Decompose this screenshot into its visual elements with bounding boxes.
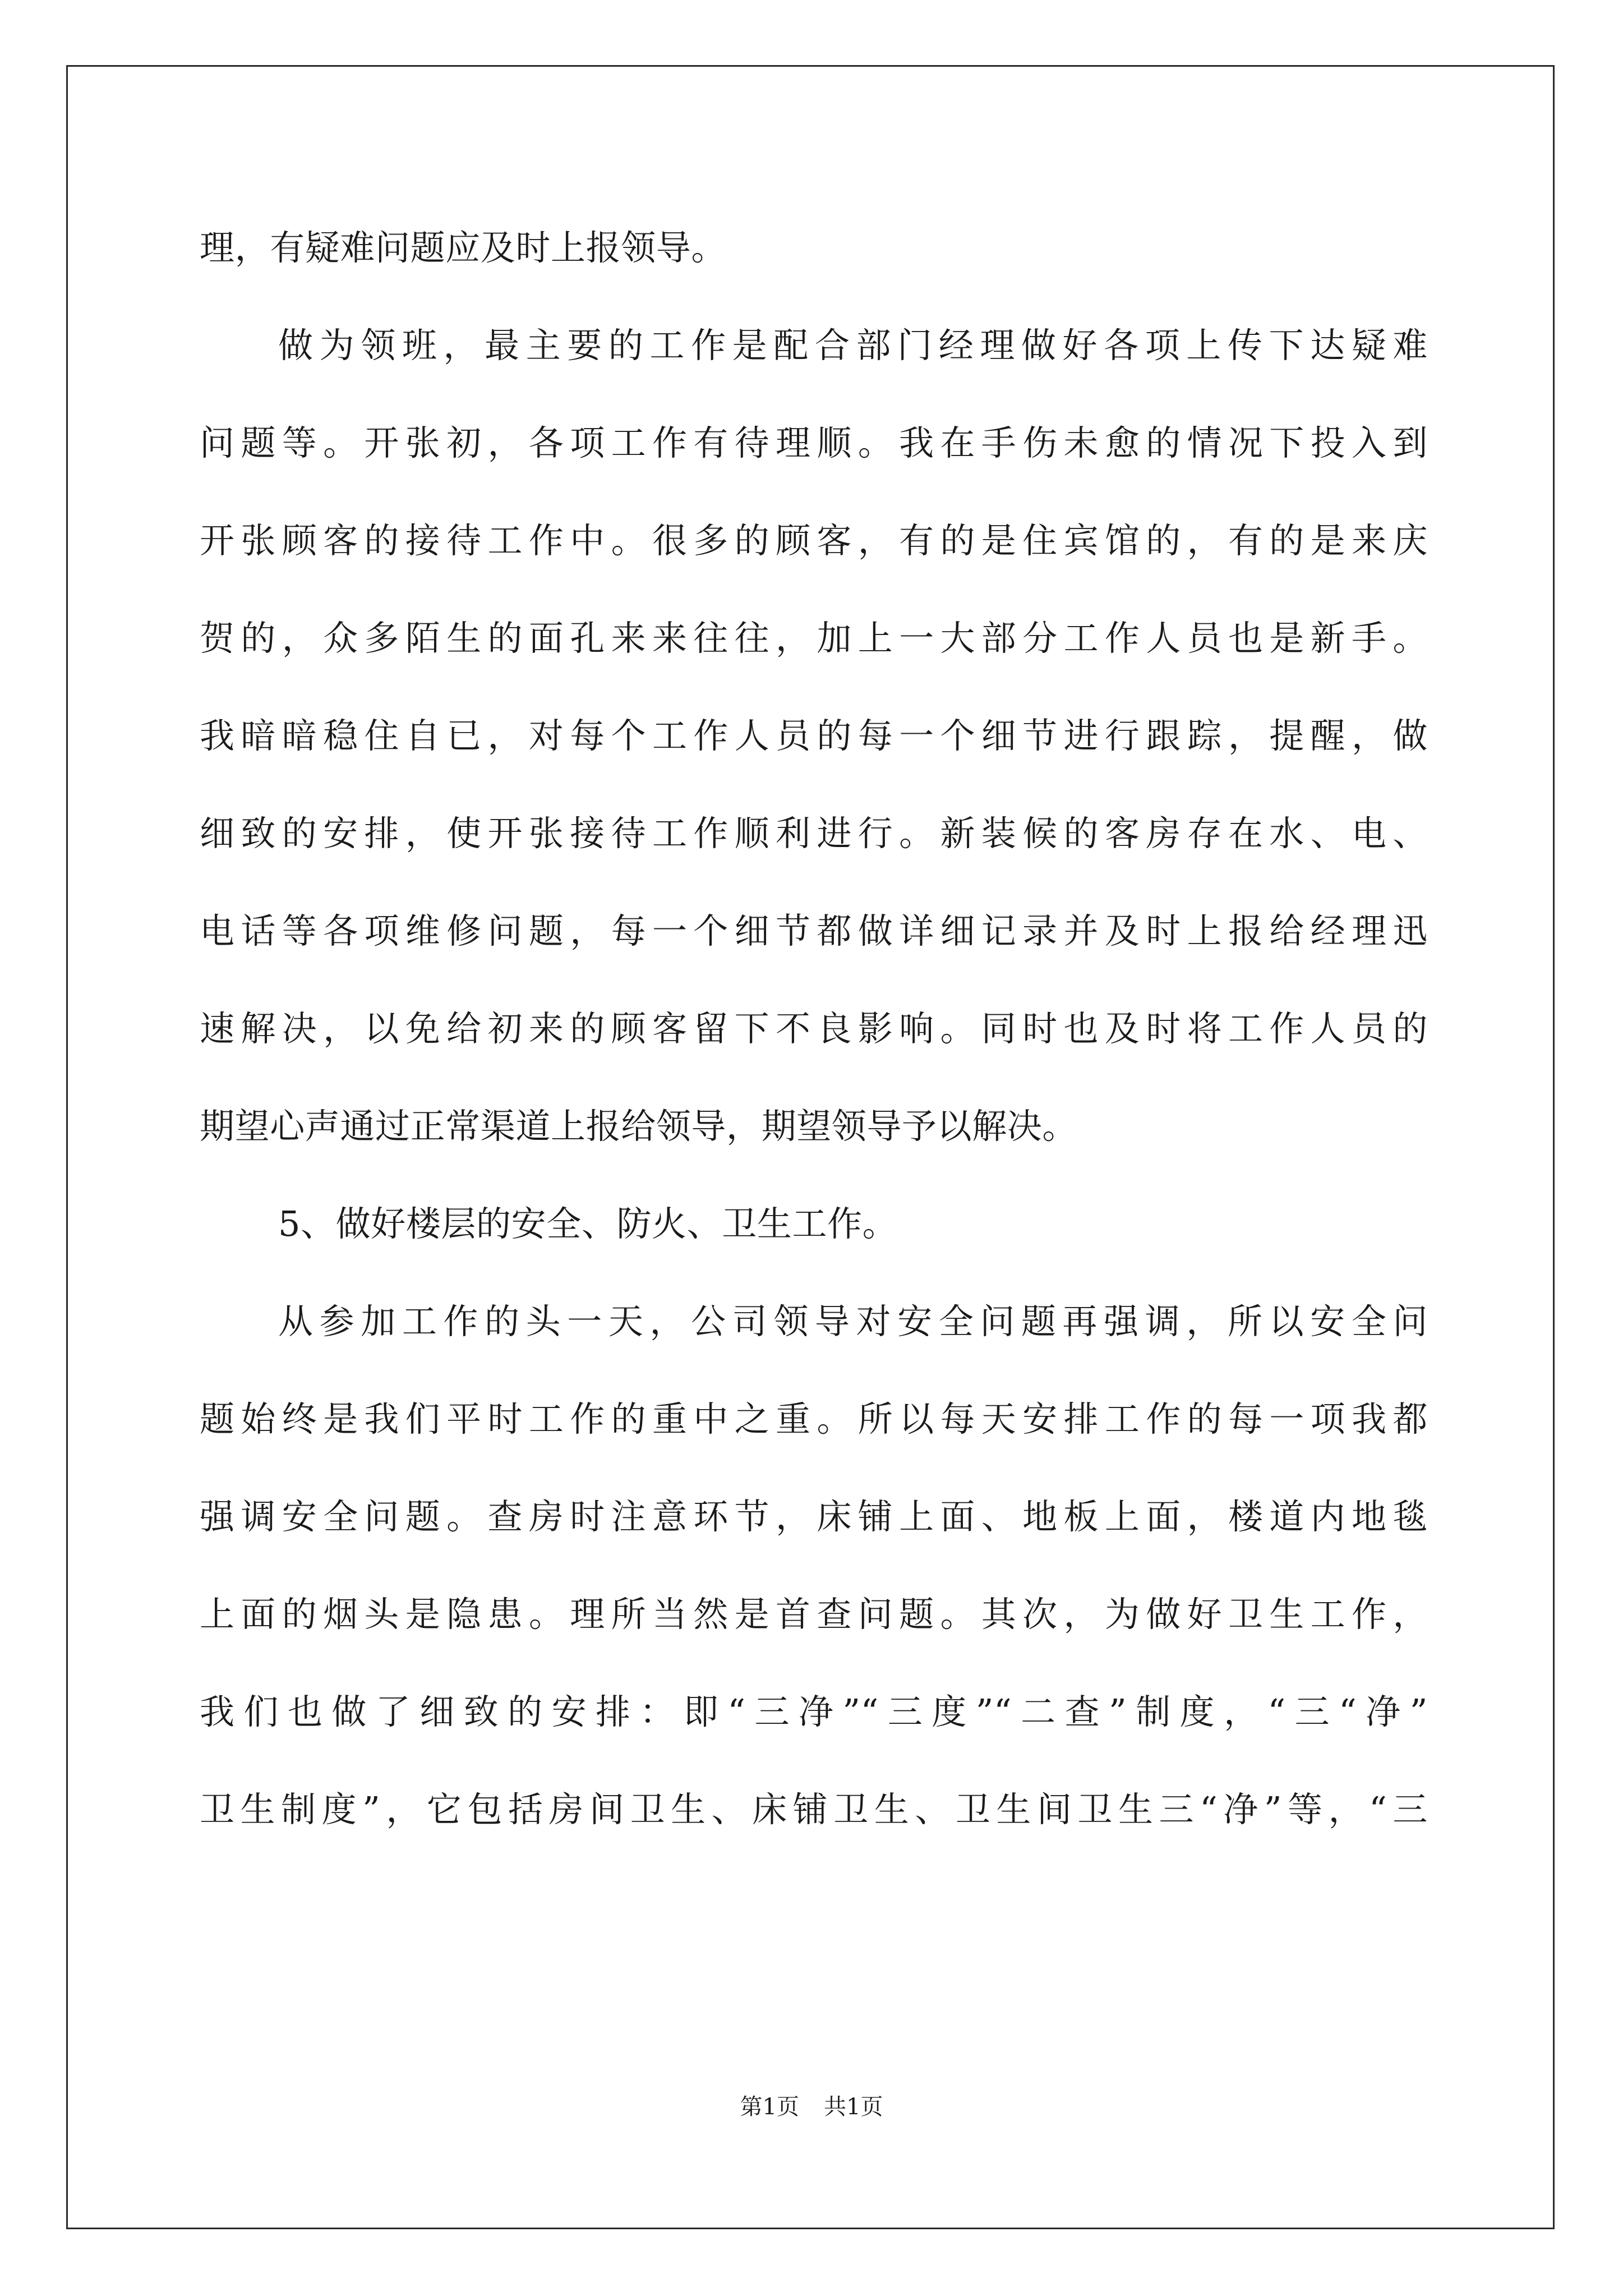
text-line: 速解决，以免给初来的顾客留下不良影响。同时也及时将工作人员的 — [200, 1008, 1428, 1049]
text-line: 强调安全问题。查房时注意环节，床铺上面、地板上面，楼道内地毯 — [200, 1496, 1428, 1537]
text-line: 细致的安排，使开张接待工作顺利进行。新装候的客房存在水、电、 — [200, 813, 1428, 854]
page-number-total: 共1页 — [824, 2094, 883, 2120]
text-line: 题始终是我们平时工作的重中之重。所以每天安排工作的每一项我都 — [200, 1398, 1428, 1439]
text-line: 期望心声通过正常渠道上报给领导，期望领导予以解决。 — [200, 1106, 1078, 1147]
page-number-current: 第1页 — [740, 2094, 799, 2120]
page-footer — [0, 2091, 1623, 2123]
text-line: 问题等。开张初，各项工作有待理顺。我在手伤未愈的情况下投入到 — [200, 422, 1428, 463]
text-line: 我们也做了细致的安排：即“三净”“三度”“二查”制度，“三“净” — [200, 1691, 1428, 1732]
text-line: 开张顾客的接待工作中。很多的顾客，有的是住宾馆的，有的是来庆 — [200, 520, 1428, 561]
text-line: 我暗暗稳住自已，对每个工作人员的每一个细节进行跟踪，提醒，做 — [200, 715, 1428, 756]
text-line: 理，有疑难问题应及时上报领导。 — [200, 227, 727, 268]
text-line: 5、做好楼层的安全、防火、卫生工作。 — [278, 1203, 898, 1244]
text-line: 上面的烟头是隐患。理所当然是首查问题。其次，为做好卫生工作， — [200, 1594, 1428, 1635]
text-line: 做为领班，最主要的工作是配合部门经理做好各项上传下达疑难 — [278, 325, 1428, 366]
text-line: 电话等各项维修问题，每一个细节都做详细记录并及时上报给经理迅 — [200, 910, 1428, 951]
text-line: 贺的，众多陌生的面孔来来往往，加上一大部分工作人员也是新手。 — [200, 618, 1428, 659]
document-body — [200, 199, 1428, 1858]
text-line: 从参加工作的头一天，公司领导对安全问题再强调，所以安全问 — [278, 1301, 1428, 1342]
text-line: 卫生制度”，它包括房间卫生、床铺卫生、卫生间卫生三“净”等，“三 — [200, 1789, 1428, 1830]
